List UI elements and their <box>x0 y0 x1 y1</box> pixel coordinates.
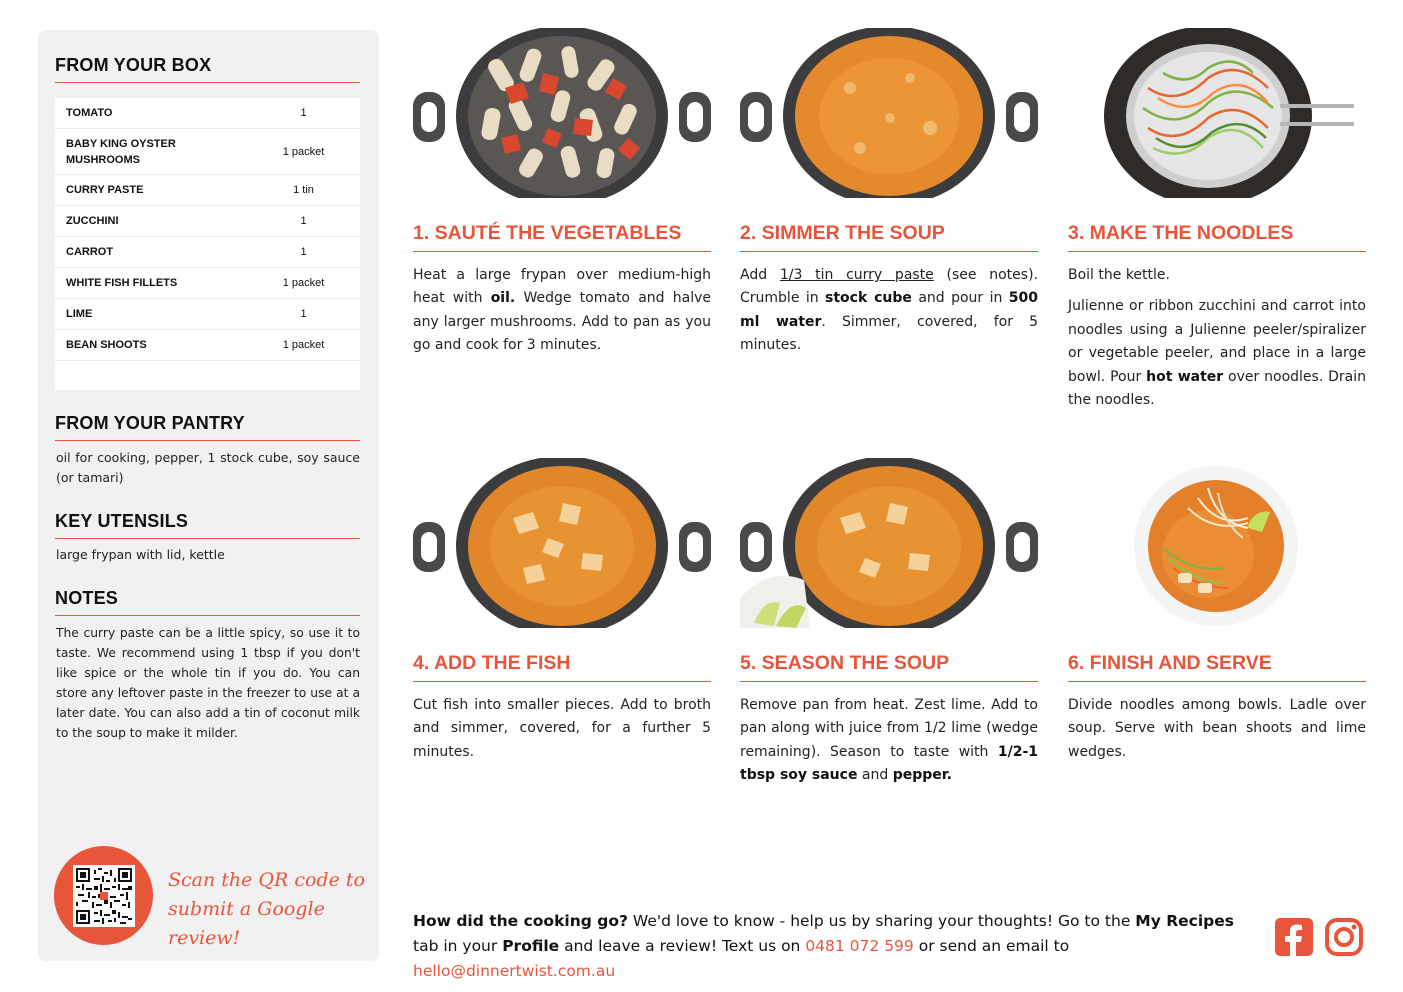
ingredient-qty: 1 packet <box>282 277 325 289</box>
step-text-bold: pepper. <box>892 767 952 784</box>
step-text: and <box>857 767 893 784</box>
ingredient-name: TOMATO <box>66 107 113 119</box>
step-text: Heat a large frypan over medium-high heat with <box>413 267 711 307</box>
ingredient-name: WHITE FISH FILLETS <box>66 277 178 289</box>
table-row <box>55 98 360 129</box>
ingredient-qty: 1 <box>300 215 307 227</box>
step-text-bold: oil. <box>490 290 516 307</box>
utensils-text: large frypan with lid, kettle <box>56 547 225 562</box>
step-text-bold: hot water <box>1146 368 1224 385</box>
table-row <box>55 268 360 299</box>
step-text: Add <box>740 267 780 283</box>
footer-text: We'd love to know - help us by sharing your thoughts! Go to the <box>627 912 1136 930</box>
phone-link[interactable]: 0481 072 599 <box>805 937 914 955</box>
ingredient-qty: 1 packet <box>282 339 325 351</box>
ingredient-qty: 1 <box>300 308 307 320</box>
pantry-text: oil for cooking, pepper, 1 stock cube, soy sauce (or tamari) <box>56 450 360 485</box>
step-3-title: 3. MAKE THE NOODLES <box>1068 222 1366 252</box>
notes-heading: NOTES <box>55 588 360 616</box>
step-text: Julienne or ribbon zucchini and carrot into noodles using a Julienne peeler/spiralizer or vegetable peeler, and place in a large bowl. Pour <box>1068 298 1366 385</box>
notes-text: The curry paste can be a little spicy, so use it to taste. We recommend using 1 tbsp if you don't like spice or the whole tin if you do. You can store any leftover paste in the freezer to use at a later date. You can also add a tin of coconut milk to the soup to make it milder. <box>56 626 360 740</box>
ingredient-name: BABY KING OYSTER MUSHROOMS <box>66 137 176 166</box>
step-4 <box>413 458 711 764</box>
table-row <box>55 330 360 361</box>
step-text: . Simmer, covered, for 5 minutes. <box>740 313 1038 354</box>
step-1-photo <box>413 28 711 198</box>
step-6-photo <box>1068 458 1366 628</box>
step-4-title: 4. ADD THE FISH <box>413 652 711 682</box>
footer-text: tab in your <box>413 937 503 955</box>
qr-code-badge[interactable] <box>54 846 153 945</box>
step-2 <box>740 28 1038 358</box>
my-recipes-link[interactable]: My Recipes <box>1135 912 1234 930</box>
ingredient-name: LIME <box>66 308 93 320</box>
step-text-bold: 500 ml water <box>740 290 1038 330</box>
step-1-title: 1. SAUTÉ THE VEGETABLES <box>413 222 711 252</box>
ingredient-name: CURRY PASTE <box>66 184 144 196</box>
step-6 <box>1068 458 1366 764</box>
instagram-icon[interactable] <box>1325 918 1363 956</box>
table-row <box>55 206 360 237</box>
ingredient-qty: 1 tin <box>293 184 314 196</box>
pan-fish-soup-image <box>413 458 711 628</box>
step-3-text-2 <box>1068 295 1366 412</box>
step-text: and pour in <box>911 290 1009 307</box>
box-ingredients-table <box>55 98 360 390</box>
step-text: over noodles. Drain the noodles. <box>1068 368 1367 409</box>
step-4-photo <box>413 458 711 628</box>
step-2-title: 2. SIMMER THE SOUP <box>740 222 1038 252</box>
step-6-text: Divide noodles among bowls. Ladle over soup. Serve with bean shoots and lime wedges. <box>1068 697 1366 760</box>
review-footer <box>413 909 1263 984</box>
ingredient-name: ZUCCHINI <box>66 215 119 227</box>
table-row <box>55 175 360 206</box>
step-4-text: Cut fish into smaller pieces. Add to broth and simmer, covered, for a further 5 minutes. <box>413 697 711 760</box>
ingredient-qty: 1 packet <box>282 145 325 158</box>
box-heading: FROM YOUR BOX <box>55 55 360 83</box>
step-2-photo <box>740 28 1038 198</box>
noodles-strainer-image <box>1068 28 1366 198</box>
email-link[interactable]: hello@dinnertwist.com.au <box>413 962 616 980</box>
pantry-heading: FROM YOUR PANTRY <box>55 413 360 441</box>
sidebar <box>38 30 379 961</box>
pan-soup-image <box>740 28 1038 198</box>
table-row <box>55 129 360 175</box>
qr-code[interactable] <box>73 865 135 927</box>
footer-text: and leave a review! Text us on <box>559 937 806 955</box>
ingredient-name: CARROT <box>66 246 114 258</box>
soup-bowl-image <box>1068 458 1366 628</box>
ingredient-qty: 1 <box>300 107 307 119</box>
utensils-heading: KEY UTENSILS <box>55 511 360 539</box>
step-text: Wedge tomato and halve any larger mushrooms. Add to pan as you go and cook for 3 minutes. <box>413 290 711 354</box>
footer-question: How did the cooking go? <box>413 912 628 930</box>
step-text: Remove pan from heat. Zest lime. Add to pan along with juice from 1/2 lime (wedge remaining). Season to taste with <box>740 697 1038 760</box>
ingredient-qty: 1 <box>300 246 307 258</box>
step-text-bold: stock cube <box>825 290 912 307</box>
step-2-text <box>740 264 1038 358</box>
profile-link[interactable]: Profile <box>502 937 560 955</box>
table-row <box>55 237 360 268</box>
step-text-bold: 1/2-1 tbsp soy sauce <box>740 743 1038 784</box>
footer-text: or send an email to <box>913 937 1070 955</box>
qr-review-prompt: Scan the QR code to submit a Google review! <box>168 869 365 949</box>
step-3-text-1: Boil the kettle. <box>1068 267 1170 283</box>
step-5 <box>740 458 1038 788</box>
step-5-photo <box>740 458 1038 628</box>
table-row <box>55 299 360 330</box>
step-1 <box>413 28 711 358</box>
facebook-icon[interactable] <box>1275 918 1313 956</box>
step-3 <box>1068 28 1366 412</box>
step-text-underlined: 1/3 tin curry paste <box>779 267 934 283</box>
step-5-text <box>740 694 1038 788</box>
step-1-text <box>413 264 711 358</box>
step-3-photo <box>1068 28 1366 198</box>
step-5-title: 5. SEASON THE SOUP <box>740 652 1038 682</box>
pan-vegetables-image <box>413 28 711 198</box>
qr-code-icon <box>76 868 132 924</box>
step-text: (see notes). Crumble in <box>740 267 1038 307</box>
step-6-title: 6. FINISH AND SERVE <box>1068 652 1366 682</box>
pan-seasoned-soup-image <box>740 458 1038 628</box>
ingredient-name: BEAN SHOOTS <box>66 339 147 351</box>
